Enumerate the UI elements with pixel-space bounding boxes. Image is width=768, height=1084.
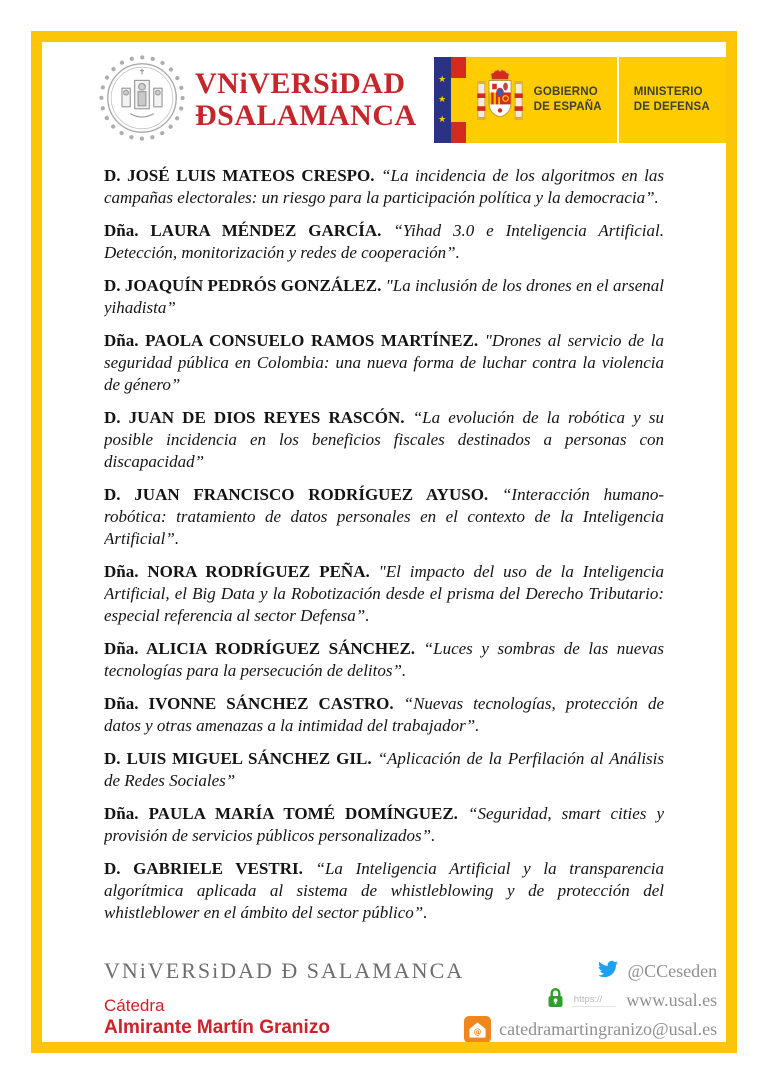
government-logo	[434, 57, 734, 143]
usal-wordmark-line1: VNiVERSiDAD	[195, 66, 406, 100]
catedra-label: Cátedra	[104, 996, 165, 1015]
presentation-title: “La Inteligencia Artificial y la transparencia algorítmica aplicada al sistema de whistleblowing y de protección del whistleblower en el ámbito del sector público”.	[104, 859, 664, 922]
presentation-title: “La evolución de la robótica y su posible incidencia en los beneficios fiscales destinados a personas con discapacidad”	[104, 408, 664, 471]
presentation-title: “Nuevas tecnologías, protección de datos y otras amenazas a la intimidad del trabajador”.	[104, 694, 664, 735]
presentation-title: “Yihad 3.0 e Inteligencia Artificial. Detección, monitorización y redes de cooperación”.	[104, 221, 664, 262]
email-address: catedramartingranizo@usal.es	[499, 1018, 718, 1039]
envelope-icon	[464, 1016, 491, 1043]
participant-entry	[104, 638, 664, 682]
twitter-handle: @CCeseden	[627, 960, 718, 981]
participant-entry	[104, 748, 664, 792]
participant-entry	[104, 407, 664, 473]
eu-flag-band	[434, 57, 451, 143]
participant-name: Dña. PAULA MARÍA TOMÉ DOMÍNGUEZ.	[104, 804, 458, 823]
website-row[interactable]	[547, 987, 717, 1013]
gobierno-label: GOBIERNO DE ESPAÑA	[533, 86, 602, 113]
participant-name: D. JUAN DE DIOS REYES RASCÓN.	[104, 408, 405, 427]
participant-entry	[104, 220, 664, 264]
catedra-name: Almirante Martín Granizo	[104, 1017, 330, 1039]
gobierno-block	[466, 57, 619, 143]
footer-contact	[464, 958, 717, 1042]
twitter-bird-icon	[596, 959, 620, 984]
ministerio-label: MINISTERIO DE DEFENSA	[633, 86, 710, 113]
footer	[104, 958, 718, 1042]
ministerio-block	[619, 57, 734, 143]
presentation-title: “Interacción humano-robótica: tratamiento de datos personales en el contexto de la Inteligencia Artificial”.	[104, 485, 664, 548]
eu-star-icon: ★	[438, 114, 447, 125]
eu-star-icon: ★	[438, 94, 447, 105]
presentation-title: “Seguridad, smart cities y provisión de servicios públicos personalizados”.	[104, 804, 664, 845]
spain-flag-band	[451, 57, 466, 143]
presentation-title: "El impacto del uso de la Inteligencia Artificial, el Big Data y la Robotización desde el prisma del Derecho Tributario: especial referencia al sector Defensa”.	[104, 562, 664, 625]
participant-name: D. GABRIELE VESTRI.	[104, 859, 303, 878]
participant-name: D. JOAQUÍN PEDRÓS GONZÁLEZ.	[104, 276, 382, 295]
participant-name: Dña. LAURA MÉNDEZ GARCÍA.	[104, 221, 382, 240]
participant-name: Dña. NORA RODRÍGUEZ PEÑA.	[104, 562, 370, 581]
presentation-title: "La inclusión de los drones en el arsenal yihadista”	[104, 276, 664, 317]
website-url: www.usal.es	[626, 989, 718, 1010]
participant-name: Dña. PAOLA CONSUELO RAMOS MARTÍNEZ.	[104, 331, 479, 350]
usal-logo	[98, 54, 417, 147]
presentation-title: “Aplicación de la Perfilación al Análisis de Redes Sociales”	[104, 749, 664, 790]
participant-name: D. JUAN FRANCISCO RODRÍGUEZ AYUSO.	[104, 485, 489, 504]
eu-star-icon: ★	[438, 74, 447, 85]
header	[98, 55, 726, 145]
footer-university-wordmark: VNiVERSiDAD Ð SALAMANCA	[104, 958, 465, 983]
page-border-frame	[31, 31, 737, 1053]
participant-entry	[104, 165, 664, 209]
url-scheme: https://	[572, 994, 617, 1007]
participant-entry	[104, 561, 664, 627]
usal-wordmark-line2: ÐSALAMANCA	[195, 99, 417, 132]
https-lock-icon	[547, 987, 564, 1013]
usal-wordmark	[195, 68, 417, 132]
participant-name: D. LUIS MIGUEL SÁNCHEZ GIL.	[104, 749, 372, 768]
usal-seal-icon	[98, 54, 186, 147]
participant-entry	[104, 858, 664, 924]
participant-entry	[104, 693, 664, 737]
presentation-title: “La incidencia de los algoritmos en las campañas electorales: un riesgo para la participación política y la democracia”.	[104, 166, 664, 207]
presentation-title: "Drones al servicio de la seguridad pública en Colombia: una nueva forma de luchar contra la violencia de género”	[104, 331, 664, 394]
participant-name: Dña. ALICIA RODRÍGUEZ SÁNCHEZ.	[104, 639, 416, 658]
footer-left	[104, 958, 464, 1041]
participant-entry	[104, 484, 664, 550]
participant-name: Dña. IVONNE SÁNCHEZ CASTRO.	[104, 694, 394, 713]
spain-coat-of-arms-icon	[477, 64, 523, 137]
svg-text:@: @	[473, 1027, 482, 1037]
presentation-title: “Luces y sombras de las nuevas tecnologías para la persecución de delitos”.	[104, 639, 664, 680]
twitter-row[interactable]	[596, 958, 718, 984]
email-row[interactable]	[464, 1016, 717, 1042]
participants-list	[104, 165, 664, 948]
participant-entry	[104, 803, 664, 847]
participant-entry	[104, 275, 664, 319]
participant-name: D. JOSÉ LUIS MATEOS CRESPO.	[104, 166, 375, 185]
participant-entry	[104, 330, 664, 396]
